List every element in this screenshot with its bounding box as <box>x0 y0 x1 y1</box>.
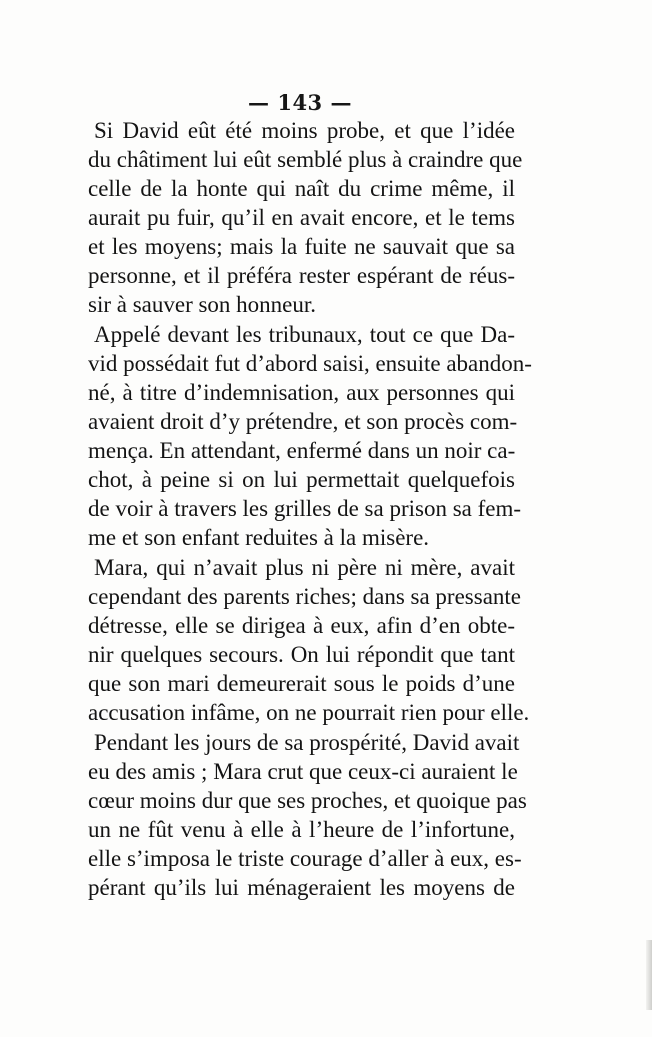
text-line: sir à sauver son honneur. <box>88 292 317 317</box>
text-line: avaient droit d’y prétendre, et son procès com- <box>88 409 518 434</box>
body-text <box>88 116 532 902</box>
paragraph-2 <box>88 320 532 552</box>
text-line: pérant qu’ils lui ménageraient les moyens de <box>88 875 515 900</box>
text-line: mença. En attendant, enfermé dans un noir ca- <box>88 438 516 463</box>
text-line: cœur moins dur que ses proches, et quoique pas <box>88 788 527 813</box>
text-line: Mara, qui n’avait plus ni père ni mère, avait <box>94 555 515 580</box>
page-number: — 143 — <box>248 90 352 115</box>
text-line: né, à titre d’indemnisation, aux personnes qui <box>88 380 515 405</box>
paragraph-3 <box>88 553 530 727</box>
page-edge-shadow <box>646 940 652 1010</box>
paragraph-1 <box>88 116 523 319</box>
text-line: détresse, elle se dirigea à eux, afin d’en obte- <box>88 613 515 638</box>
text-line: Si David eût été moins probe, et que l’idée <box>94 118 515 143</box>
text-line: un ne fût venu à elle à l’heure de l’infortune, <box>88 817 515 842</box>
text-line: Pendant les jours de sa prospérité, David avait <box>94 730 520 755</box>
text-line: celle de la honte qui naît du crime même, il <box>88 176 515 201</box>
text-line: accusation infâme, on ne pourrait rien pour elle. <box>88 700 530 725</box>
text-line: que son mari demeurerait sous le poids d’une <box>88 671 515 696</box>
text-line: nir quelques secours. On lui répondit que tant <box>88 642 515 667</box>
text-line: elle s’imposa le triste courage d’aller à eux, es- <box>88 846 522 871</box>
text-line: personne, et il préféra rester espérant de réus- <box>88 263 515 288</box>
text-line: me et son enfant reduites à la misère. <box>88 525 430 550</box>
text-line: aurait pu fuir, qu’il en avait encore, et le tems <box>88 205 515 230</box>
text-line: eu des amis ; Mara crut que ceux-ci auraient le <box>88 759 518 784</box>
text-line: cependant des parents riches; dans sa pressante <box>88 584 522 609</box>
text-line: Appelé devant les tribunaux, tout ce que Da- <box>94 322 515 347</box>
text-line: vid possédait fut d’abord saisi, ensuite abandon- <box>88 351 532 376</box>
text-line: chot, à peine si on lui permettait quelquefois <box>88 467 515 492</box>
text-line: du châtiment lui eût semblé plus à craindre que <box>88 147 523 172</box>
paragraph-4 <box>88 728 527 902</box>
text-line: de voir à travers les grilles de sa prison sa fem- <box>88 496 522 521</box>
text-line: et les moyens; mais la fuite ne sauvait que sa <box>88 234 515 259</box>
